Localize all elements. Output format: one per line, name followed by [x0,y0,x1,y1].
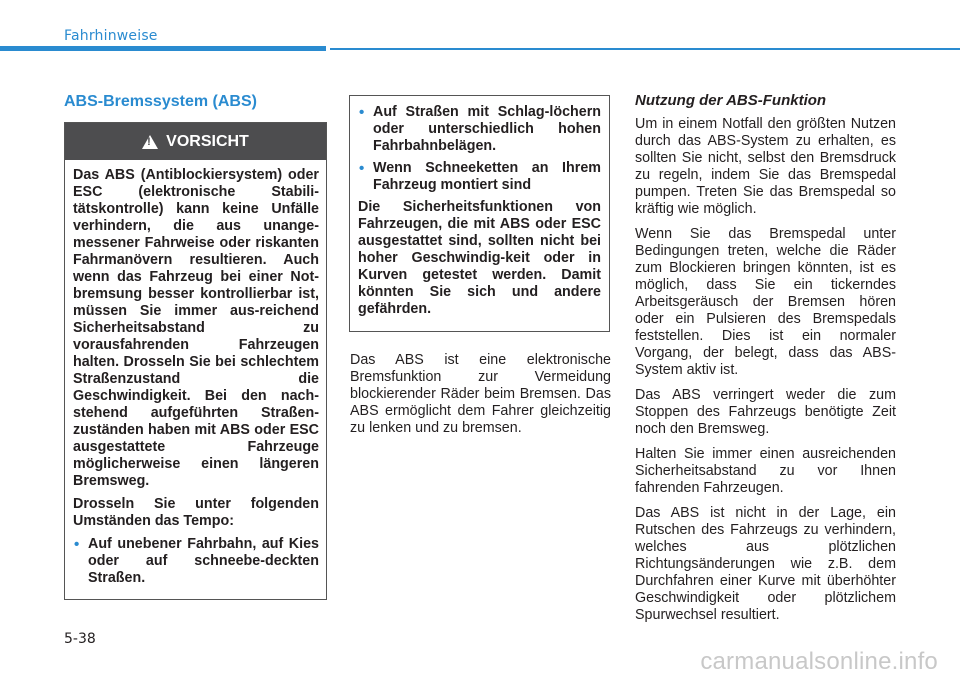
caution-title: VORSICHT [166,132,249,150]
abs-description: Das ABS ist eine elektronische Bremsfunktion zur Vermeidung blockierender Räder beim Bremsen. Das ABS ermöglicht dem Fahrer gleichzeitig zu lenken und zu bremsen. [350,352,611,436]
caution-bullet: • Auf Straßen mit Schlag-löchern oder unterschiedlich hohen Fahrbahnbelägen. [358,104,601,155]
caution-paragraph: Das ABS (Antiblockiersystem) oder ESC (elektronische Stabili-tätskontrolle) kann keine Unfälle verhindern, die aus unange-messener Fahrweise oder riskanten Fahrmanövern resultieren. Auch wenn das Fahrzeug bei einer Not-bremsung besser kontrollierbar ist, müssen Sie immer aus-reichend Sicherheitsabstand zu vorausfahrenden Fahrzeugen halten. Drosseln Sie bei schlechtem Straßenzustand die Geschwindigkeit. Bei den nach-stehend aufgeführten Straßen-zuständen haben mit ABS oder ESC ausgestattete Fahrzeuge möglicherweise einen längeren Bremsweg. [73,167,319,489]
right-column [635,92,896,632]
caution-body [65,160,326,587]
body-paragraph: Das ABS verringert weder die zum Stoppen des Fahrzeugs benötigte Zeit noch den Bremsweg. [635,387,896,437]
caution-bullet-list [358,104,601,194]
warning-triangle-icon [142,135,158,149]
caution-header [65,123,326,160]
caution-paragraph: Drosseln Sie unter folgenden Umständen das Tempo: [73,496,319,529]
page-number: 5-38 [64,631,96,647]
watermark: carmanualsonline.info [700,648,938,675]
subheading: Nutzung der ABS-Funktion [635,92,827,109]
caution-closing: Die Sicherheitsfunktionen von Fahrzeugen, die mit ABS oder ESC ausgestattet sind, sollten nicht bei hoher Geschwindig-keit oder in Kurven getestet werden. Damit könnten Sie sich und andere gefährden. [358,199,601,317]
caution-box [64,122,327,600]
caution-bullet-list [73,536,319,587]
body-paragraph: Das ABS ist nicht in der Lage, ein Rutschen des Fahrzeugs zu verhindern, welches aus plötzlichen Richtungsänderungen wie z.B. dem Durchfahren einer Kurve mit überhöhter Geschwindigkeit oder plötzlichem Spurwechsel resultiert. [635,505,896,623]
header-rule-thin [330,48,960,50]
body-paragraph: Um in einem Notfall den größten Nutzen durch das ABS-System zu erhalten, es sollten Sie nicht, selbst den Bremsdruck zu regeln, indem Sie das Bremspedal pumpen. Treten Sie das Bremspedal so kräftig wie möglich. [635,116,896,217]
page-heading: ABS-Bremssystem (ABS) [64,93,257,110]
body-paragraph: Halten Sie immer einen ausreichenden Sicherheitsabstand zu vor Ihnen fahrenden Fahrzeugen. [635,446,896,496]
caution-box-continued [349,95,610,332]
header-rule-thick [0,46,326,51]
caution-bullet: • Auf unebener Fahrbahn, auf Kies oder auf schneebe-deckten Straßen. [73,536,319,587]
body-paragraph: Wenn Sie das Bremspedal unter Bedingungen treten, welche die Räder zum Blockieren bringen könnten, ist es möglich, dass Sie ein tickerndes Arbeitsgeräusch der Bremsen hören oder ein Pulsieren des Bremspedals feststellen. Dies ist ein normaler Vorgang, der belegt, dass das ABS-System aktiv ist. [635,226,896,378]
section-title: Fahrhinweise [64,28,158,44]
caution-bullet: • Wenn Schneeketten an Ihrem Fahrzeug montiert sind [358,160,601,194]
